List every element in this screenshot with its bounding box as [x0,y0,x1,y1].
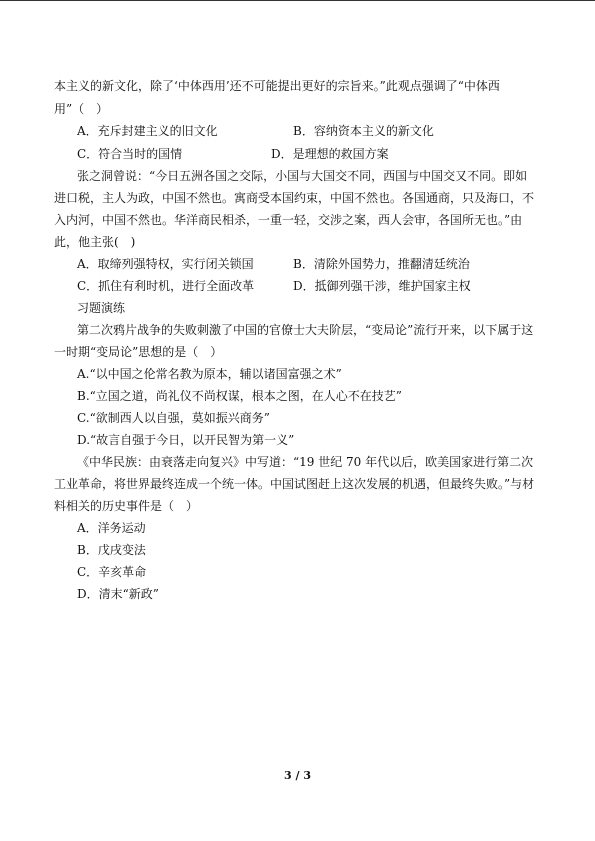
q2-line-2: 进口税，主人为政，中国不然也。寓商受本国约束，中国不然也。各国通商，只及海口，不 [54,191,535,205]
q2-option-b: B．清除外国势力，推翻清廷统治 [293,257,470,271]
q1-line-2: 用”（ ） [54,102,109,116]
q1-option-a: A．充斥封建主义的旧文化 [77,124,218,138]
q4-option-d: D．清末“新政” [77,587,159,601]
q4-option-a: A．洋务运动 [77,521,146,535]
q4-option-b: B．戊戌变法 [77,543,146,557]
q3-line-2: 一时期“变局论”思想的是（ ） [54,345,223,359]
q3-line-1: 第二次鸦片战争的失败刺激了中国的官僚士大夫阶层，“变局论”流行开来，以下属于这 [77,323,534,337]
q4-option-c: C．辛亥革命 [77,565,147,579]
q2-option-d: D．抵御列强干涉，维护国家主权 [293,279,471,293]
q2-line-1: 张之洞曾说：“今日五洲各国之交际，小国与大国交不同，西国与中国交又不同。即如 [77,169,528,183]
q2-line-4: 此，他主张( ) [54,235,136,249]
q1-option-b: B．容纳资本主义的新文化 [293,124,434,138]
q3-option-d: D.“故言自强于今日，以开民智为第一义” [77,433,295,447]
q1-line-1: 本主义的新文化，除了‘中体西用’还不可能提出更好的宗旨来。”此观点强调了“中体西 [54,79,500,93]
q1-option-d: D．是理想的救国方案 [271,147,389,161]
q2-option-c: C．抓住有利时机，进行全面改革 [77,279,255,293]
top-border-line [0,0,595,1]
q2-line-3: 入内河，中国不然也。华洋商民相杀，一重一轻，交涉之案，西人会审，各国所无也。”由 [54,213,523,227]
q2-option-a: A．取缔列强特权，实行闭关锁国 [77,257,254,271]
section-title: 习题演练 [77,301,126,315]
q1-option-c: C．符合当时的国情 [77,147,183,161]
page-number: 3 / 3 [284,769,311,782]
q3-option-a: A.“以中国之伦常名教为原本，辅以诸国富强之术” [77,367,342,381]
q4-line-2: 工业革命，将世界最终连成一个统一体。中国试图赶上这次发展的机遇，但最终失败。”与材 [54,477,535,491]
q4-line-3: 料相关的历史事件是（ ） [54,499,199,513]
q3-option-c: C.“欲制西人以自强，莫如振兴商务” [77,411,270,425]
q3-option-b: B.“立国之道，尚礼仪不尚权谋，根本之图，在人心不在技艺” [77,389,402,403]
q4-line-1: 《中华民族：由衰落走向复兴》中写道：“19 世纪 70 年代以后，欧美国家进行第二次 [77,455,534,469]
